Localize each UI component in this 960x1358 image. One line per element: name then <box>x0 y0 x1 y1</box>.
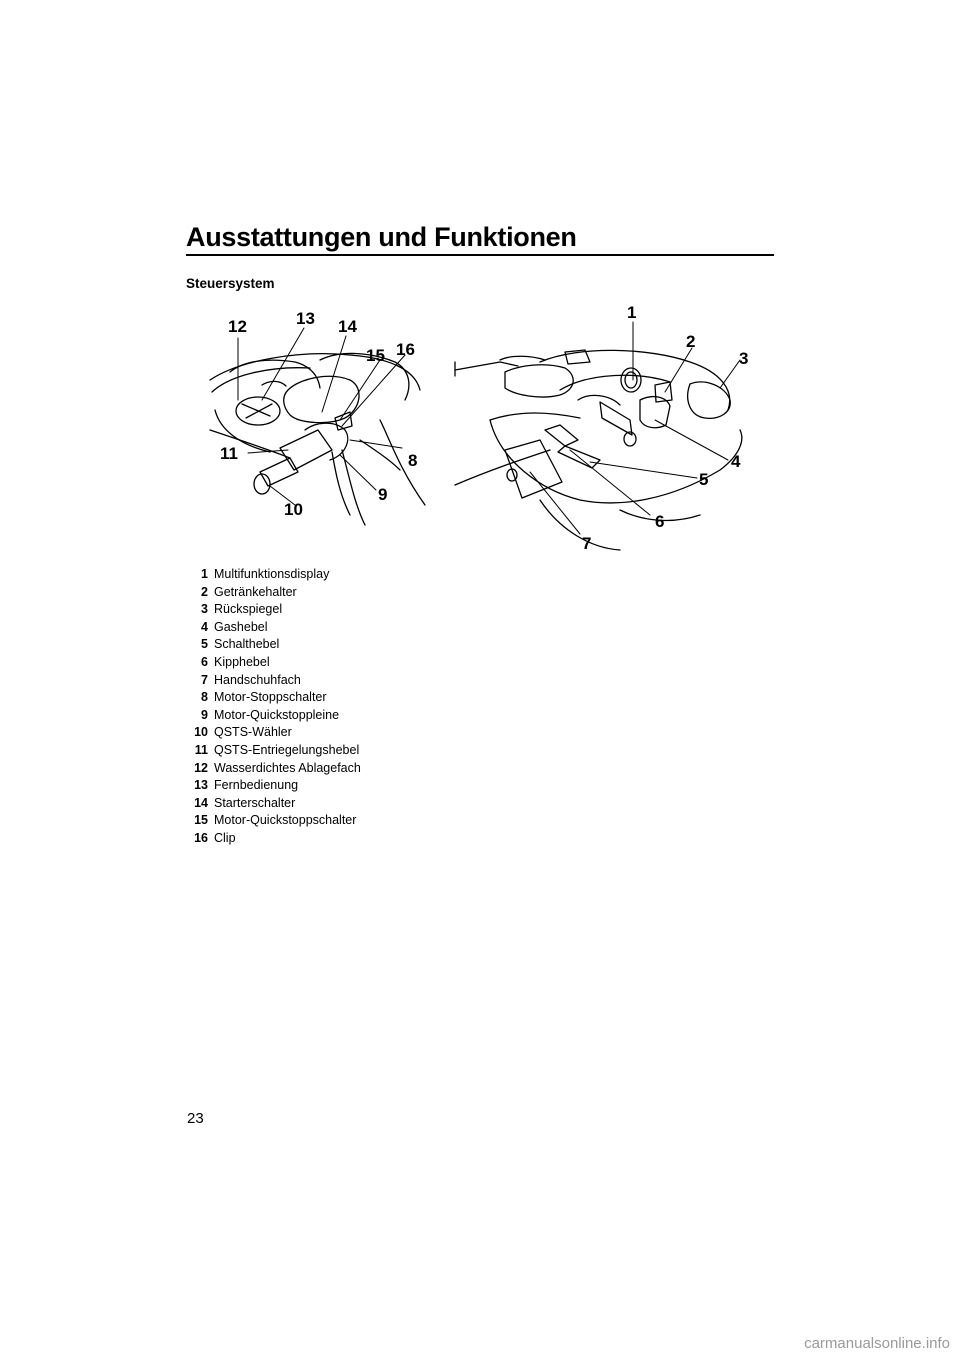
callout-1: 1 <box>627 303 637 322</box>
callout-4: 4 <box>731 452 741 471</box>
legend-item <box>186 777 361 795</box>
legend-label: Multifunktionsdisplay <box>214 567 330 581</box>
left-handlebar-drawing <box>210 353 425 525</box>
page-number: 23 <box>187 1110 204 1127</box>
legend-number: 9 <box>201 707 208 722</box>
legend-number: 16 <box>194 830 208 845</box>
legend-label: Motor-Stoppschalter <box>214 690 327 705</box>
legend-item <box>186 742 361 760</box>
callout-2: 2 <box>686 332 696 351</box>
legend-label: Motor-Quickstoppleine <box>214 707 340 722</box>
legend-label: Gashebel <box>214 619 268 634</box>
legend-item <box>186 760 361 778</box>
legend-label: Handschuhfach <box>214 672 301 687</box>
legend-item <box>186 636 361 654</box>
legend-label: Getränkehalter <box>214 584 297 599</box>
legend-number: 13 <box>194 778 208 793</box>
callout-13: 13 <box>296 309 315 328</box>
legend-number: 1 <box>201 567 208 581</box>
legend-label: Fernbedienung <box>214 778 299 793</box>
legend-number: 4 <box>201 619 208 634</box>
right-console-drawing <box>455 350 742 550</box>
legend-label: QSTS-Entriegelungshebel <box>214 742 360 757</box>
legend-list <box>186 566 361 848</box>
legend-label: Rückspiegel <box>214 602 283 617</box>
callout-14: 14 <box>338 317 357 336</box>
legend-label: Motor-Quickstoppschalter <box>214 813 357 828</box>
legend-number: 10 <box>194 725 208 740</box>
legend-label: Schalthebel <box>214 637 280 652</box>
legend-item <box>186 795 361 813</box>
callout-3: 3 <box>739 349 749 368</box>
legend-item <box>186 724 361 742</box>
legend-item <box>186 601 361 619</box>
legend-label: QSTS-Wähler <box>214 725 292 740</box>
callout-8: 8 <box>408 451 418 470</box>
callout-16: 16 <box>396 340 415 359</box>
legend-item <box>186 689 361 707</box>
watermark: carmanualsonline.info <box>804 1335 950 1352</box>
legend-item <box>186 707 361 725</box>
legend-number: 11 <box>194 742 208 757</box>
steering-system-illustration <box>200 300 760 560</box>
callout-10: 10 <box>284 500 303 519</box>
legend-item <box>186 672 361 690</box>
legend-item <box>186 619 361 637</box>
legend-number: 5 <box>201 637 208 652</box>
callout-7: 7 <box>582 534 592 553</box>
legend-number: 8 <box>201 690 208 705</box>
title-rule <box>186 254 774 256</box>
legend-label: Wasserdichtes Ablagefach <box>214 760 361 775</box>
legend-label: Kipphebel <box>214 654 270 669</box>
legend-item <box>186 566 361 584</box>
callout-12: 12 <box>228 317 247 336</box>
page-title: Ausstattungen und Funktionen <box>186 222 577 252</box>
legend-number: 14 <box>194 795 208 810</box>
legend-number: 15 <box>194 813 208 828</box>
legend-number: 6 <box>201 654 208 669</box>
legend-item <box>186 812 361 830</box>
callout-6: 6 <box>655 512 665 531</box>
callout-5: 5 <box>699 470 709 489</box>
callout-9: 9 <box>378 485 388 504</box>
legend-number: 2 <box>201 584 208 599</box>
callout-15: 15 <box>366 346 385 365</box>
legend-number: 3 <box>201 602 208 617</box>
legend-number: 7 <box>201 672 208 687</box>
callout-11: 11 <box>220 444 238 463</box>
legend-item <box>186 830 361 848</box>
legend-label: Clip <box>214 830 236 845</box>
legend-number: 12 <box>194 760 208 775</box>
legend-item <box>186 654 361 672</box>
legend-item <box>186 584 361 602</box>
legend-label: Starterschalter <box>214 795 296 810</box>
section-heading: Steuersystem <box>186 276 275 291</box>
